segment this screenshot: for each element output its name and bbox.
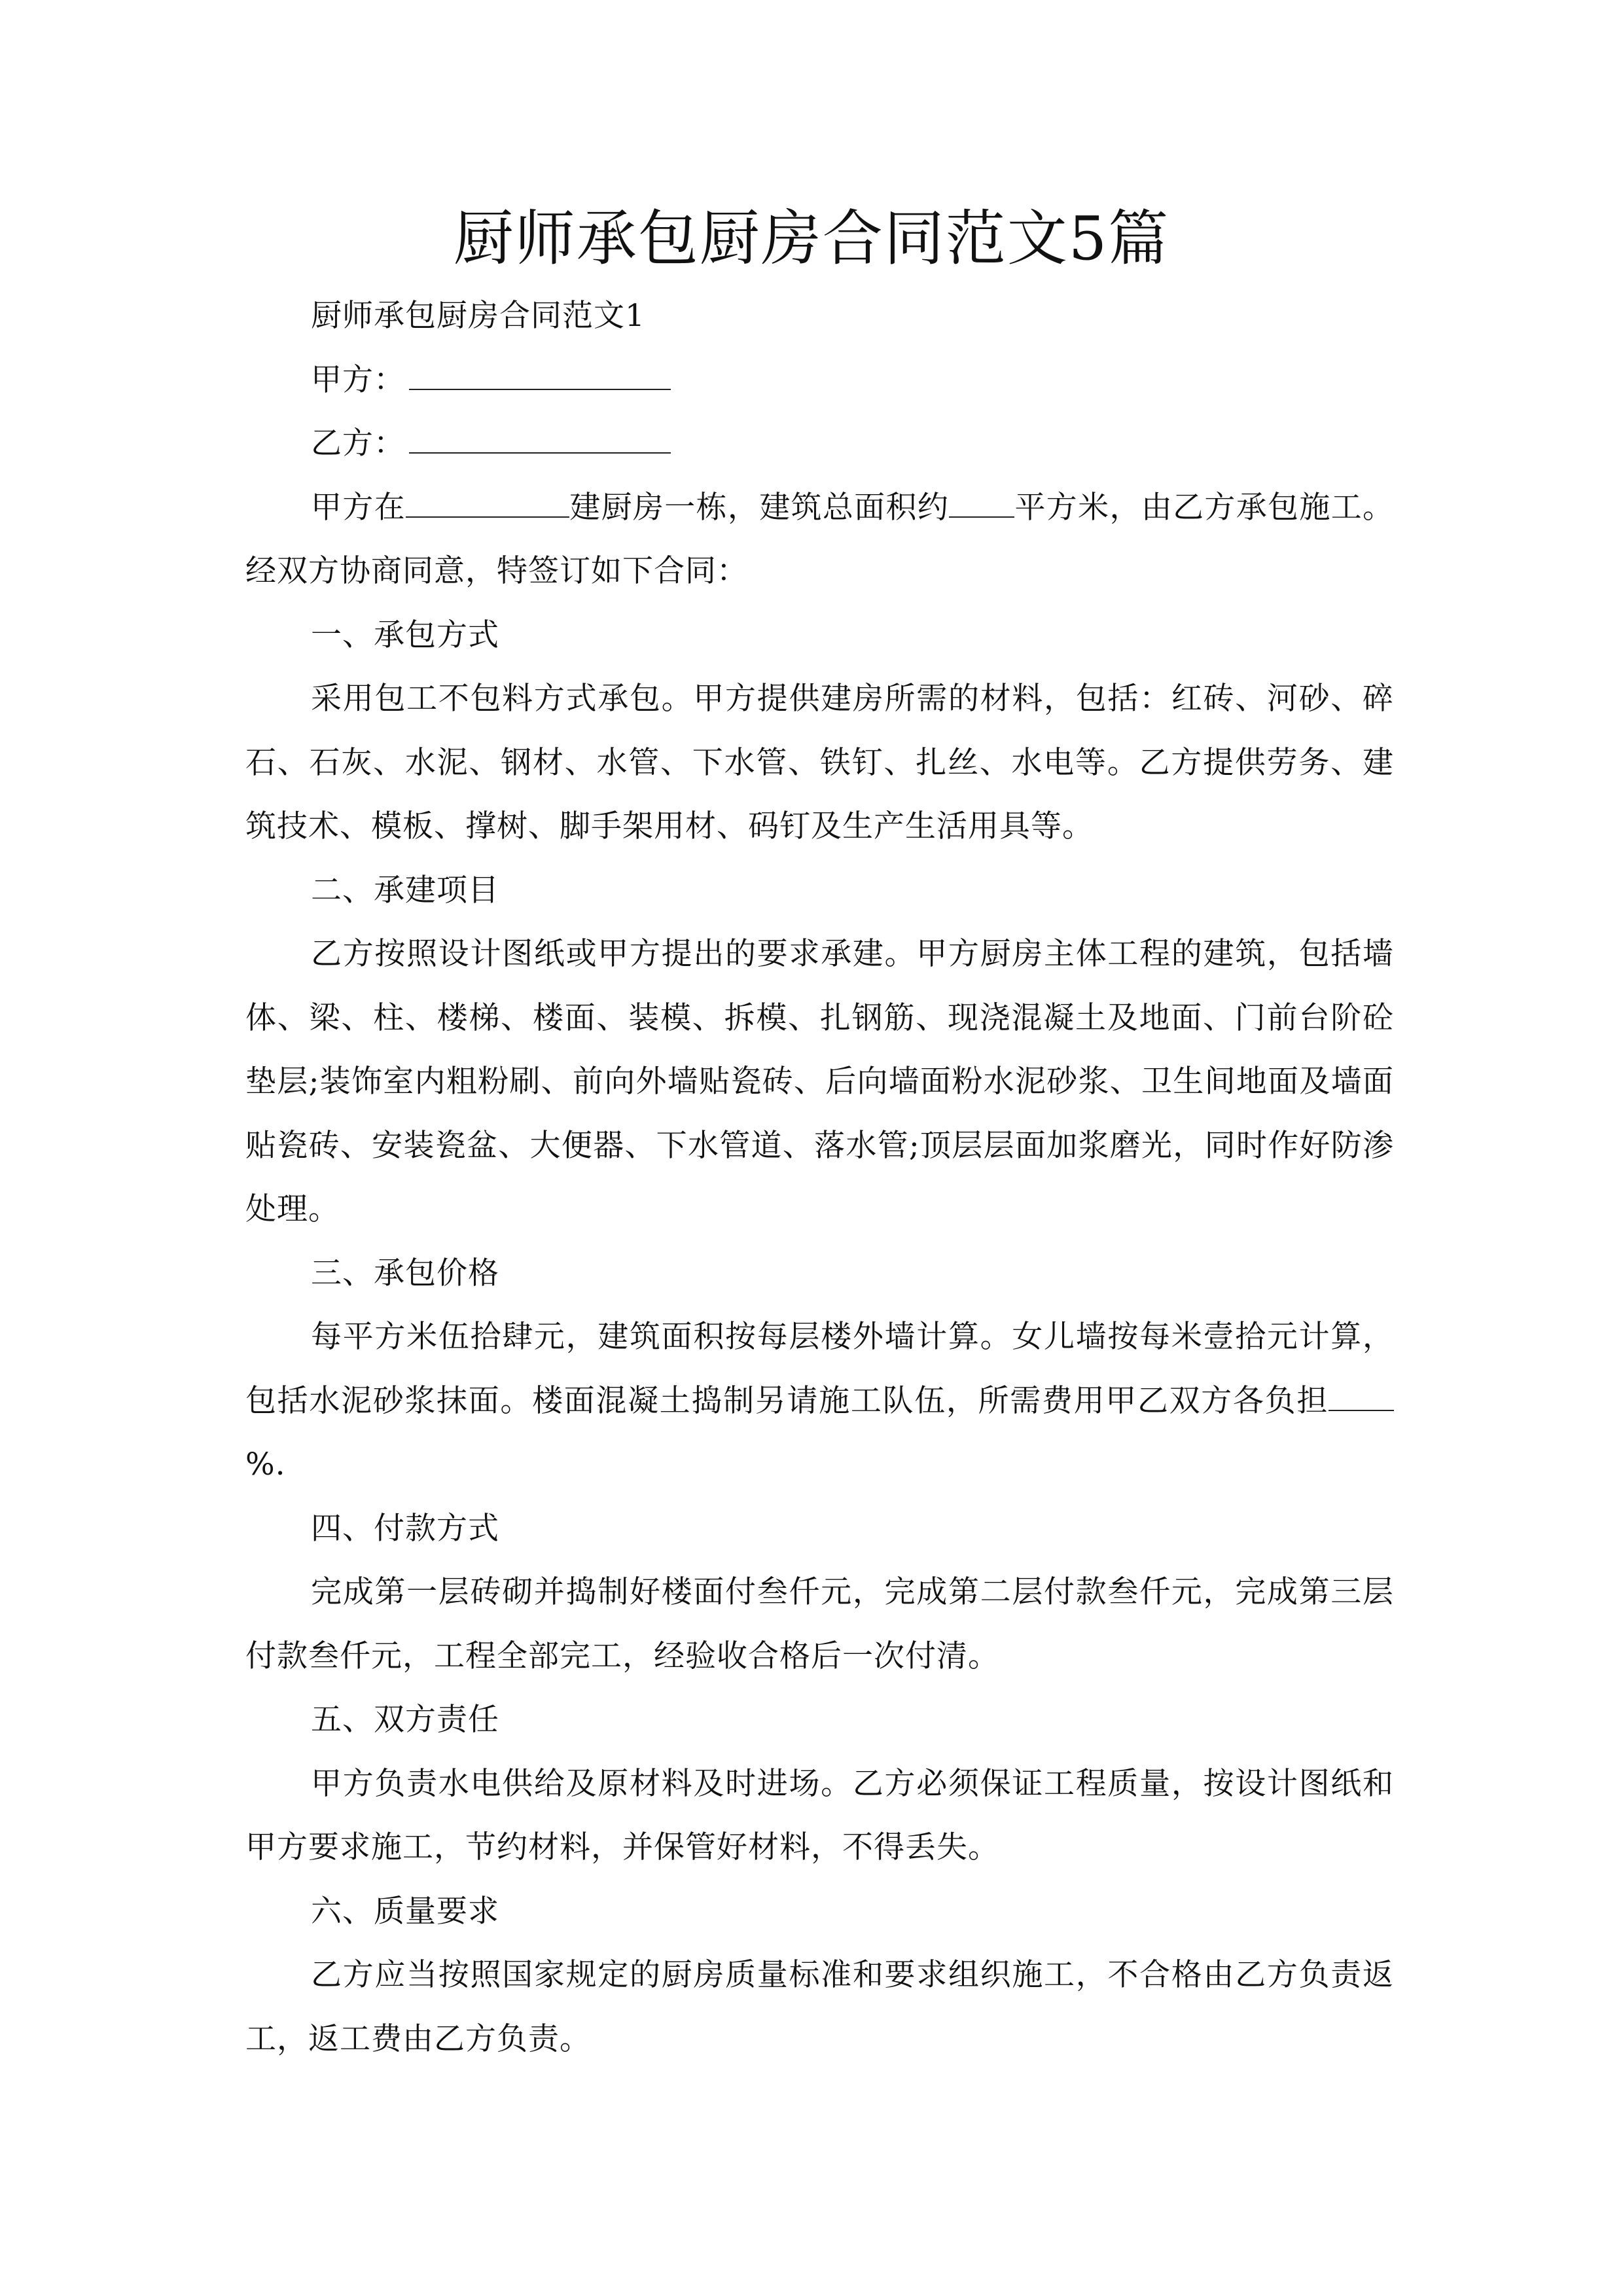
section-heading: 四、付款方式 bbox=[311, 1510, 499, 1547]
intro-text-2: 建厨房一栋，建筑总面积约 bbox=[569, 489, 950, 526]
intro-text-3: 平方米，由乙方承包施工。经双方协商同意，特签订如下合同： bbox=[245, 489, 1395, 589]
document-body bbox=[245, 284, 1394, 2071]
intro-paragraph bbox=[245, 476, 1394, 603]
section-heading: 六、质量要求 bbox=[311, 1893, 499, 1929]
contract-subtitle: 厨师承包厨房合同范文1 bbox=[311, 298, 645, 334]
section-heading: 一、承包方式 bbox=[311, 617, 499, 653]
area-blank bbox=[949, 490, 1014, 518]
percent-blank bbox=[1329, 1384, 1394, 1411]
section-heading: 五、双方责任 bbox=[311, 1702, 499, 1738]
party-a-line bbox=[245, 348, 1394, 412]
party-b-line bbox=[245, 412, 1394, 476]
section-body: 完成第一层砖砌并捣制好楼面付叁仟元，完成第二层付款叁仟元，完成第三层付款叁仟元，工程全部完工，经验收合格后一次付清。 bbox=[245, 1574, 1394, 1674]
party-a-blank bbox=[409, 363, 671, 390]
party-a-label: 甲方： bbox=[311, 361, 405, 398]
price-text: 每平方米伍拾肆元，建筑面积按每层楼外墙计算。女儿墙按每米壹拾元计算，包括水泥砂浆抹面。楼面混凝土捣制另请施工队伍，所需费用甲乙双方各负担 bbox=[245, 1319, 1394, 1419]
party-b-blank bbox=[409, 426, 671, 454]
section-body bbox=[245, 1305, 1394, 1497]
section-heading: 二、承建项目 bbox=[311, 872, 499, 908]
section-body: 甲方负责水电供给及原材料及时进场。乙方必须保证工程质量，按设计图纸和甲方要求施工，节约材料，并保管好材料，不得丢失。 bbox=[245, 1765, 1394, 1865]
intro-text-1: 甲方在 bbox=[311, 489, 406, 526]
location-blank bbox=[406, 490, 569, 518]
percent-suffix: %. bbox=[245, 1446, 286, 1482]
section-body: 采用包工不包料方式承包。甲方提供建房所需的材料，包括：红砖、河砂、碎石、石灰、水泥、钢材、水管、下水管、铁钉、扎丝、水电等。乙方提供劳务、建筑技术、模板、撑树、脚手架用材、码钉及生产生活用具等。 bbox=[245, 681, 1394, 844]
section-heading: 三、承包价格 bbox=[311, 1255, 499, 1291]
section-body: 乙方按照设计图纸或甲方提出的要求承建。甲方厨房主体工程的建筑，包括墙体、梁、柱、楼梯、楼面、装模、拆模、扎钢筋、现浇混凝土及地面、门前台阶砼垫层;装饰室内粗粉刷、前向外墙贴瓷砖、后向墙面粉水泥砂浆、卫生间地面及墙面贴瓷砖、安装瓷盆、大便器、下水管道、落水管;顶层层面加浆磨光，同时作好防渗处理。 bbox=[245, 936, 1394, 1227]
party-b-label: 乙方： bbox=[311, 425, 405, 461]
document-title: 厨师承包厨房合同范文5篇 bbox=[453, 204, 1170, 274]
section-body: 乙方应当按照国家规定的厨房质量标准和要求组织施工，不合格由乙方负责返工，返工费由乙方负责。 bbox=[245, 1957, 1394, 2057]
